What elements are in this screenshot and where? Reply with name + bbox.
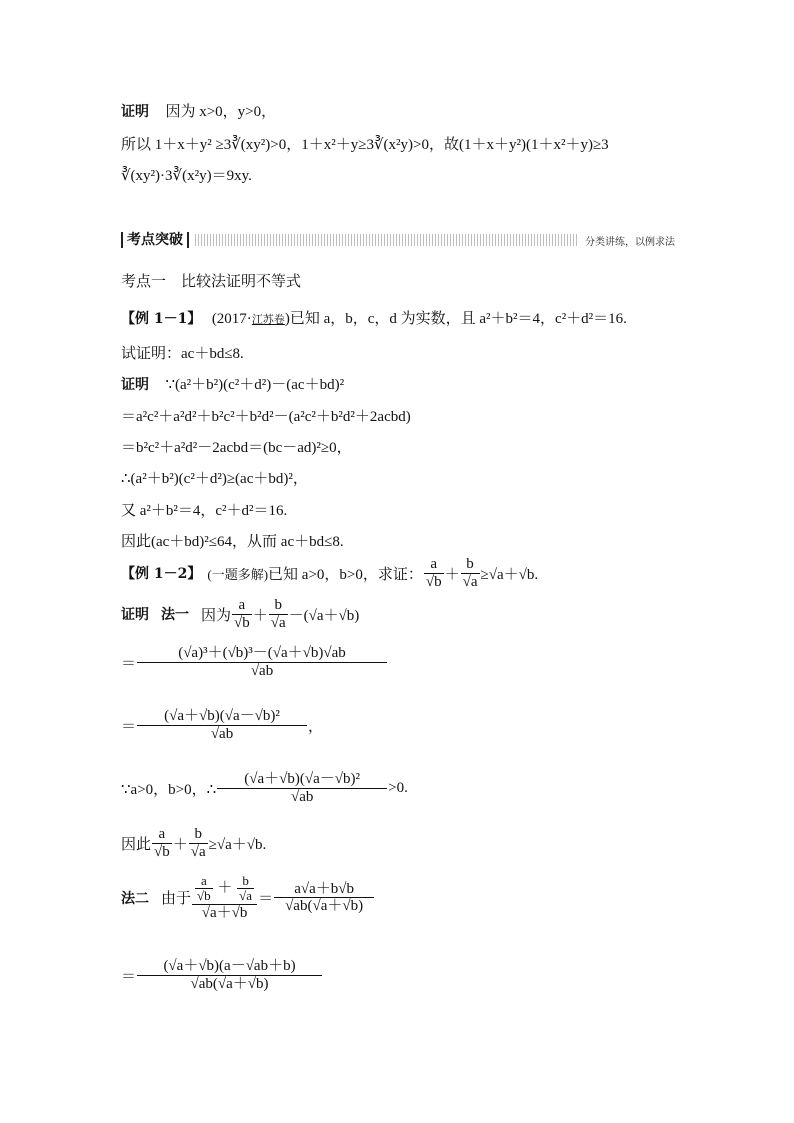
equation-1: ＝ $\frac{\text{(√a)³＋(√b)³－(√a＋√b)√ab}}{√ab}$ xyxy=(121,645,388,679)
proof-label: 证明 xyxy=(121,104,149,120)
ex1-proof-line-3: ＝b²c²＋a²d²－2acbd＝(bc－ad)²≥0， xyxy=(121,440,352,456)
equation-3: ＝ $\frac{(√a+√b)(a-√ab+b)}{√ab(√a+√b)}$ xyxy=(121,958,323,992)
example-1-1-line2: 试证明：ac＋bd≤8. xyxy=(121,346,244,362)
section-stripe xyxy=(195,234,679,246)
fraction: $\frac{\text{(√a)³＋(√b)³－(√a＋√b)√ab}}{√ab}$ xyxy=(137,645,387,679)
example-source: (一题多解) xyxy=(207,566,269,582)
method-label: 法二 xyxy=(121,890,149,907)
method-label: 法一 xyxy=(161,607,189,623)
equation-since: ∵a>0，b>0，∴ $\frac{\text{(√a＋√b)(√a－√b)²}}{√ab}$ >0. xyxy=(121,771,408,805)
proof-line-3: ∛(xy²)·3∛(x²y)＝9xy. xyxy=(121,168,252,184)
fraction: $\frac{\text{(√a＋√b)(√a－√b)²}}{√ab}$ xyxy=(137,708,307,742)
example-label: 【例 1－1】 xyxy=(121,311,202,327)
ex1-proof-line-4: ∴(a²＋b²)(c²＋d²)≥(ac＋bd)²， xyxy=(121,471,308,487)
example-source: (2017·江苏卷) xyxy=(211,311,290,327)
proof-line-2: 所以 1＋x＋y² ≥3∛(xy²)>0，1＋x²＋y≥3∛(x²y)>0，故(1＋x＋y²)(1＋x²＋y)≥3 xyxy=(121,137,609,153)
proof-label: 证明 xyxy=(121,377,149,393)
fraction: $\frac{b}{√a}$ xyxy=(190,826,206,860)
proof-label: 证明 xyxy=(121,607,149,623)
example-text: 已知 a>0，b>0，求证： xyxy=(268,566,423,583)
example-text: 已知 a，b，c，d 为实数，且 a²＋b²＝4，c²＋d²＝16. xyxy=(289,311,627,327)
fraction: $\frac{a}{√b}$ xyxy=(154,826,170,860)
equation-2: ＝ $\frac{\text{(√a＋√b)(√a－√b)²}}{√ab}$ ， xyxy=(121,708,324,742)
section-title: 考点突破 xyxy=(121,232,189,248)
compound-fraction: $\frac{a}{√b}$ ＋ $\frac{b}{√a}$ √a＋√b xyxy=(192,874,257,921)
fraction: $\frac{a}{√b}$ xyxy=(425,556,442,590)
ex1-proof-line-5: 又 a²＋b²＝4，c²＋d²＝16. xyxy=(121,503,288,519)
section-header xyxy=(121,232,679,248)
example-1-1-statement xyxy=(121,307,627,328)
section-subtitle: 分类讲练，以例求法 xyxy=(579,233,679,248)
method-1-line: 证明 法一 因为 $\frac{a}{√b}$ ＋ $\frac{b}{√a}$ －(√a＋√b) xyxy=(121,597,360,631)
example-label: 【例 1－2】 xyxy=(121,566,202,582)
ex1-proof-line-6: 因此(ac＋bd)²≤64，从而 ac＋bd≤8. xyxy=(121,534,344,550)
fraction: $\frac{(√a+√b)(a-√ab+b)}{√ab(√a+√b)}$ xyxy=(137,958,322,992)
fraction: $\frac{a}{√b}$ xyxy=(234,597,250,631)
proof-text: 因为 x>0，y>0， xyxy=(165,104,277,120)
hence-line: 因此 $\frac{a}{√b}$ ＋ $\frac{b}{√a}$ ≥√a＋√b. xyxy=(121,826,267,860)
topic-heading: 考点一 比较法证明不等式 xyxy=(121,272,302,290)
proof-line-1 xyxy=(121,100,276,121)
fraction: $\frac{\text{(√a＋√b)(√a－√b)²}}{√ab}$ xyxy=(217,771,387,805)
ex1-proof-line-1: 证明 ∵(a²＋b²)(c²＋d²)－(ac＋bd)² xyxy=(121,377,345,393)
fraction: $\frac{b}{√a}$ xyxy=(462,556,478,590)
method-2-line: 法二 由于 $\frac{a}{√b}$ ＋ $\frac{b}{√a}$ √a＋√b ＝ $\frac{a√a+b√b}{√ab(√a+√b)}$ xyxy=(121,874,375,921)
fraction: $\frac{a√a+b√b}{√ab(√a+√b)}$ xyxy=(274,881,374,915)
example-1-2-statement: 【例 1－2】 (一题多解) 已知 a>0，b>0，求证： $\frac{a}{√b}$ ＋ $\frac{b}{√a}$ ≥√a＋√b. xyxy=(121,556,539,590)
ex1-proof-line-2: ＝a²c²＋a²d²＋b²c²＋b²d²－(a²c²＋b²d²＋2acbd) xyxy=(121,409,411,425)
fraction: $\frac{b}{√a}$ xyxy=(270,597,286,631)
